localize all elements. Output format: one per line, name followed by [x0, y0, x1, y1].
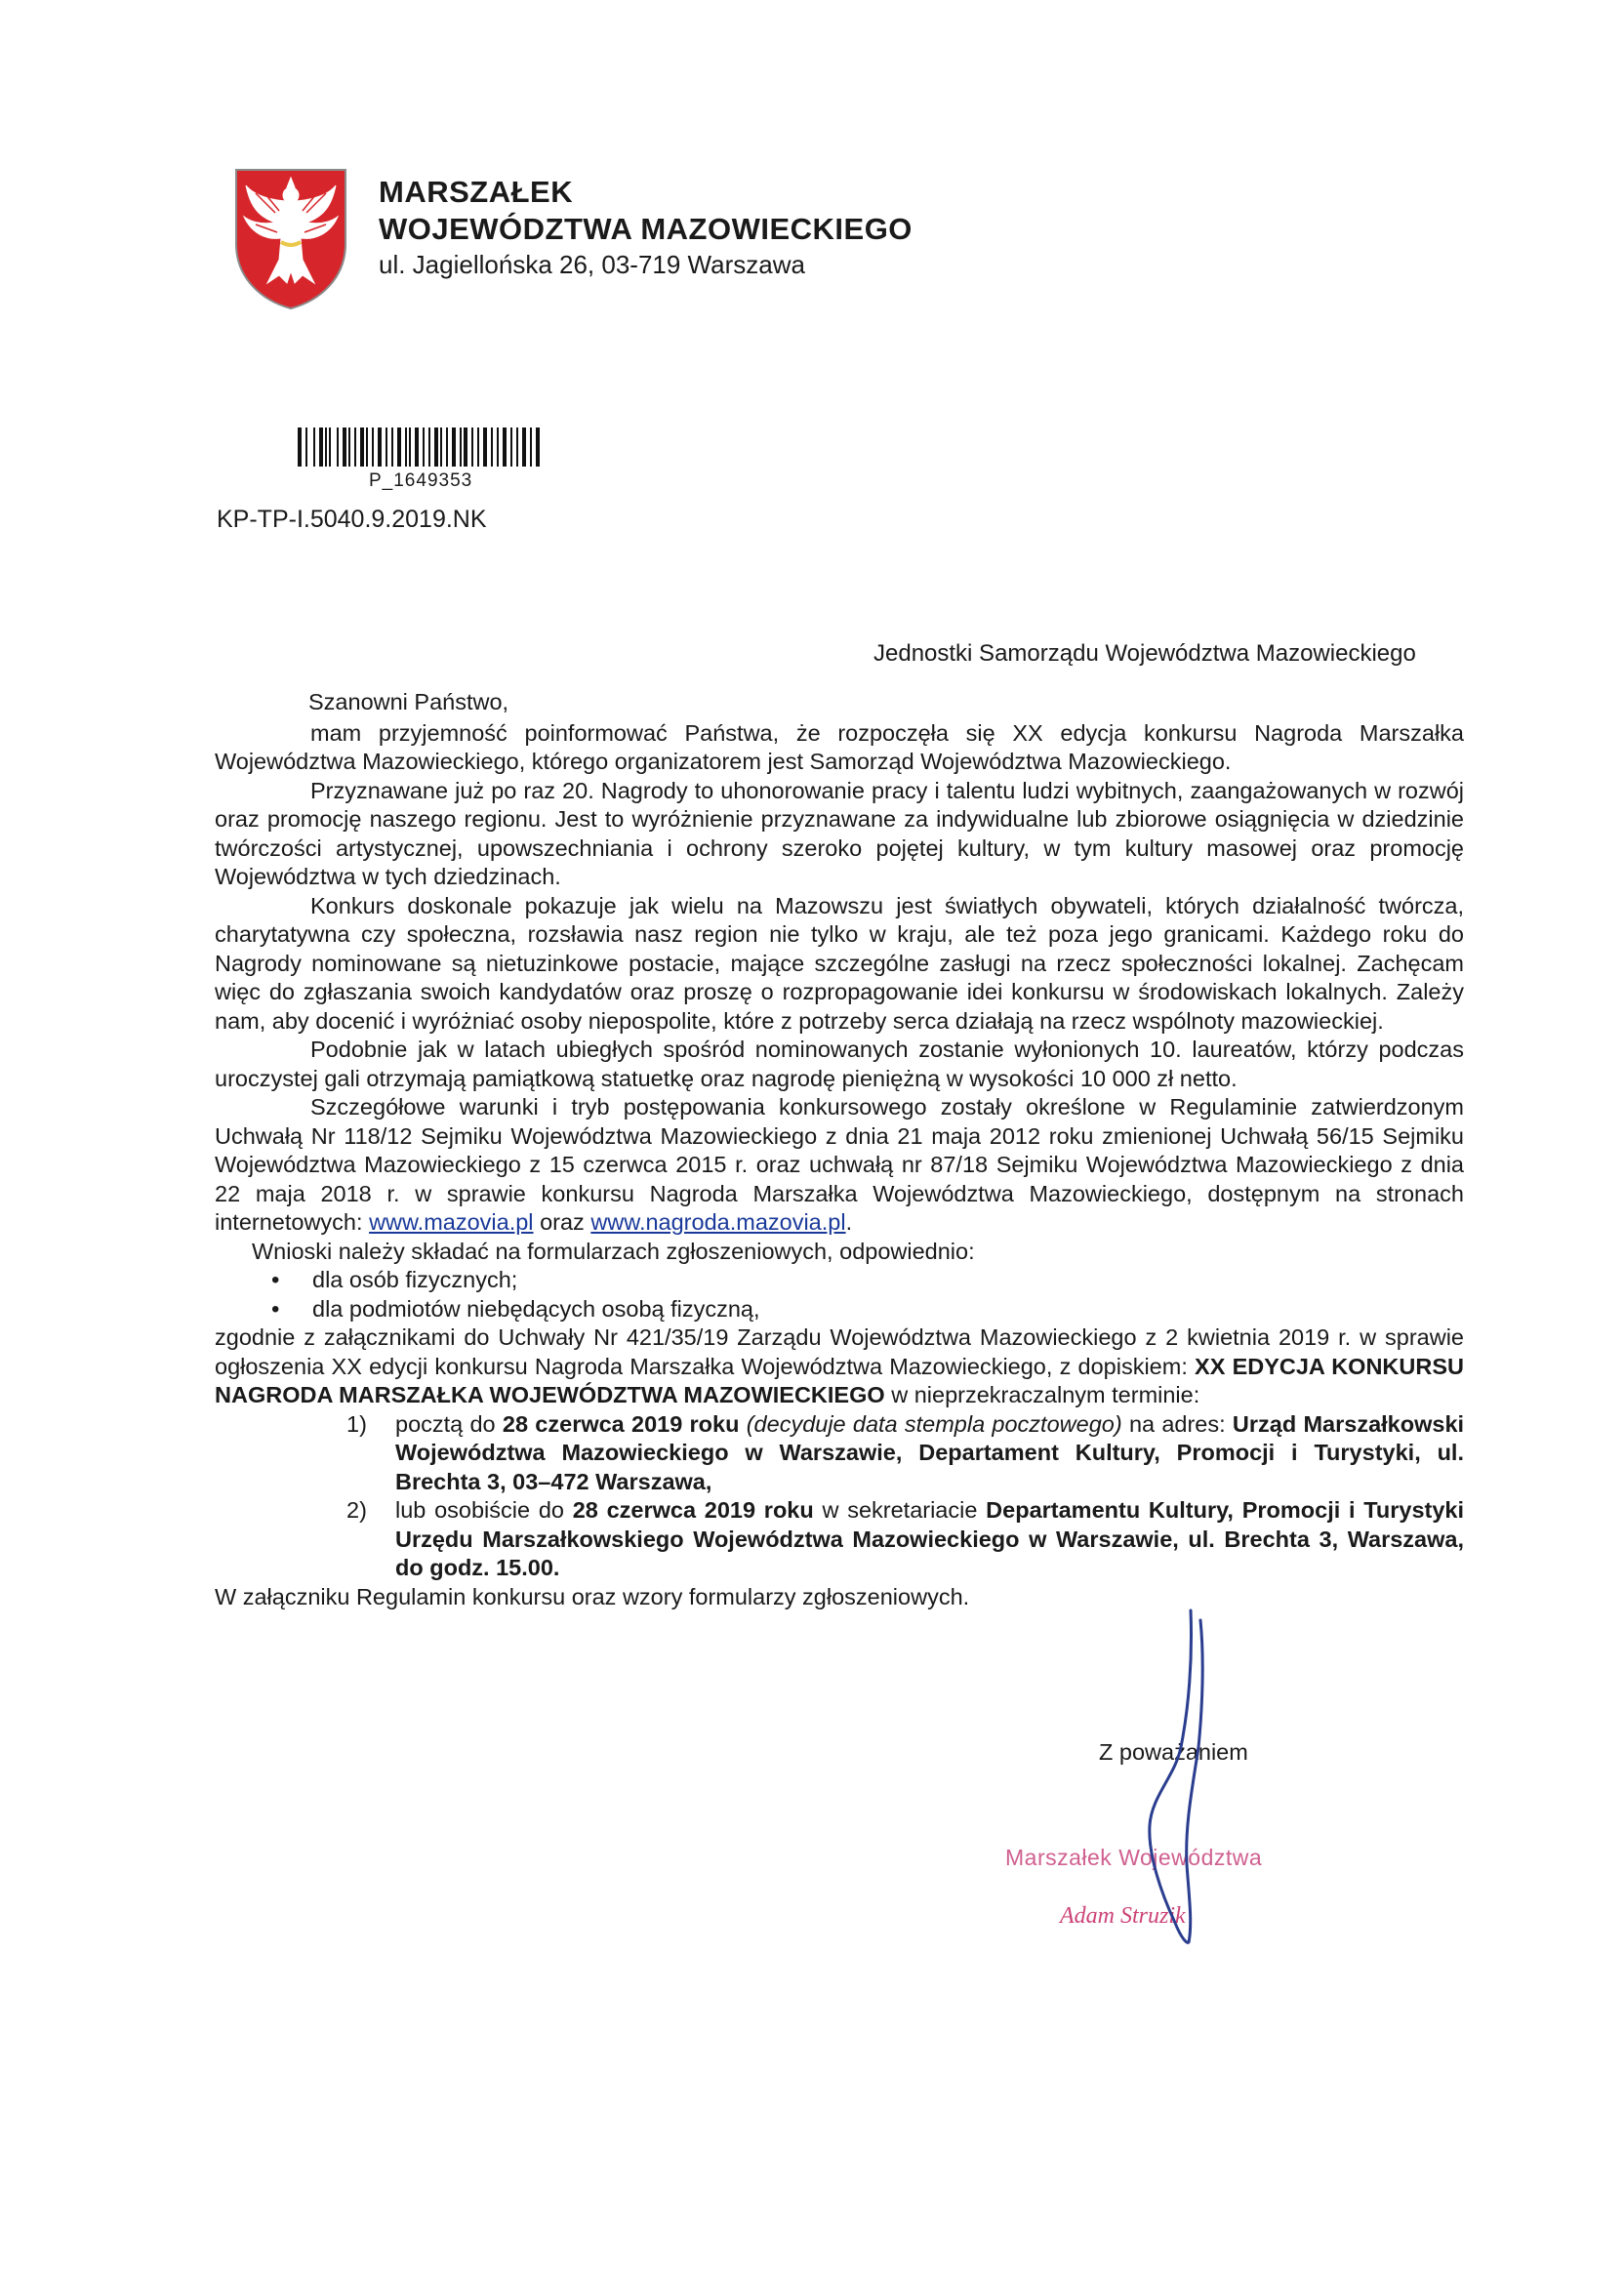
- link-mazovia[interactable]: www.mazovia.pl: [369, 1209, 534, 1235]
- list-item: • dla osób fizycznych;: [252, 1266, 1464, 1295]
- signatory-name: Adam Struzik: [1060, 1903, 1186, 1929]
- link-nagroda[interactable]: www.nagroda.mazovia.pl: [590, 1209, 846, 1235]
- submission-item-2: [215, 1496, 1464, 1583]
- submission-list: [215, 1410, 1464, 1583]
- letterhead-title-line1: MARSZAŁEK: [379, 175, 574, 209]
- paragraph-7-end: w nieprzekraczalnym terminie:: [891, 1382, 1200, 1407]
- paragraph-4: Podobnie jak w latach ubiegłych spośród nominowanych zostanie wyłonionych 10. laureatów, którzy podczas uroczystej gali otrzymają pamiątkową statuetkę oraz nagrodę pieniężną w wysokości 10 000 zł netto.: [215, 1037, 1464, 1091]
- reference-number: KP-TP-I.5040.9.2019.NK: [217, 506, 487, 533]
- paragraph-7-bold: XX EDYCJA KONKURSU NAGRODA MARSZAŁKA WOJEWÓDZTWA MAZOWIECKIEGO: [215, 1353, 1464, 1407]
- item1-address: Urząd Marszałkowski Województwa Mazowieckiego w Warszawie, Departament Kultury, Promocji i Turystyki, ul. Brechta 3, 03–472 Warszawa,: [395, 1410, 1465, 1494]
- item1-d: na adres:: [1128, 1410, 1226, 1437]
- letterhead-title: [379, 174, 913, 248]
- item2-address: Departamentu Kultury, Promocji i Turystyki Urzędu Marszałkowskiego Województwa Mazowieckiego w Warszawie, ul. Brechta 3, Warszawa, do godz. 15.00.: [395, 1497, 1465, 1580]
- link-separator: oraz: [540, 1209, 585, 1235]
- paragraph-5-text: Szczegółowe warunki i tryb postępowania konkursowego zostały określone w Regulaminie zatwierdzonym Uchwałą Nr 118/12 Sejmiku Województwa Mazowieckiego z dnia 21 maja 2012 roku zmienionej Uchwałą 56/15 Sejmiku Województwa Mazowieckiego z 15 czerwca 2015 r. oraz uchwałą nr 87/18 Sejmiku Województwa Mazowieckiego z dnia 22 maja 2018 r. w sprawie konkursu Nagroda Marszałka Województwa Mazowieckiego, dostępnym na stronach internetowych:: [215, 1094, 1464, 1235]
- item2-c: w sekretariacie: [822, 1497, 978, 1523]
- link-end: .: [845, 1209, 853, 1235]
- letterhead-title-line2: WOJEWÓDZTWA MAZOWIECKIEGO: [379, 212, 913, 246]
- item1-date: 28 czerwca 2019 roku: [502, 1410, 740, 1437]
- paragraph-7-text: zgodnie z załącznikami do Uchwały Nr 421/35/19 Zarządu Województwa Mazowieckiego z 2 kwietnia 2019 r. w sprawie ogłoszenia XX edycji konkursu Nagroda Marszałka Województwa Mazowieckiego, z dopiskiem:: [215, 1324, 1464, 1379]
- item2-date: 28 czerwca 2019 roku: [572, 1497, 814, 1523]
- item-number: 1): [346, 1410, 367, 1437]
- paragraph-2: Przyznawane już po raz 20. Nagrody to uhonorowanie pracy i talentu ludzi wybitnych, zaangażowanych w rozwój oraz promocję naszego regionu. Jest to wyróżnienie przyznawane za indywidualne lub zbiorowe osiągnięcia w dziedzinie twórczości artystycznej, upowszechniania i ochrony szeroko pojętej kultury, w tym kultury masowej oraz promocję Województwa w tych dziedzinach.: [215, 777, 1464, 889]
- coat-of-arms-icon: [232, 166, 349, 312]
- addressee: Jednostki Samorządu Województwa Mazowieckiego: [873, 640, 1416, 667]
- paragraph-1: mam przyjemność poinformować Państwa, że rozpoczęła się XX edycja konkursu Nagroda Marszałka Województwa Mazowieckiego, którego organizatorem jest Samorząd Województwa Mazowieckiego.: [215, 719, 1464, 774]
- paragraph-6-text: Wnioski należy składać na formularzach zgłoszeniowych, odpowiednio:: [252, 1238, 975, 1264]
- closing: Z poważaniem: [1099, 1739, 1248, 1765]
- paragraph-6: [215, 1238, 1464, 1267]
- submission-item-1: [215, 1410, 1464, 1497]
- item1-note: (decyduje data stempla pocztowego): [746, 1410, 1122, 1437]
- letterhead-address: ul. Jagiellońska 26, 03-719 Warszawa: [379, 250, 805, 279]
- handwritten-signature: [1132, 1601, 1220, 1952]
- paragraph-7: [215, 1323, 1464, 1410]
- signatory-title: Marszałek Województwa: [1005, 1845, 1263, 1870]
- form-list: [215, 1266, 1464, 1323]
- item2-a: lub osobiście do: [395, 1497, 564, 1523]
- paragraph-3: Konkurs doskonale pokazuje jak wielu na Mazowszu jest światłych obywateli, których działalność twórcza, charytatywna czy społeczna, rozsławia nasz region nie tylko w kraju, ale też poza jego granicami. Każdego roku do Nagrody nominowane są nietuzinkowe postacie, mające szczególne zasługi na rzecz społeczności lokalnej. Zachęcam więc do zgłaszania swoich kandydatów oraz proszę o rozpropagowanie idei konkursu w środowiskach lokalnych. Zależy nam, aby docenić i wyróżniać osoby niepospolite, które z potrzeby serca działają na rzecz wspólnoty mazowieckiej.: [215, 892, 1464, 1034]
- letter-body: [215, 688, 1464, 1611]
- item1-a: pocztą do: [395, 1410, 496, 1437]
- item-number: 2): [346, 1497, 367, 1523]
- greeting: Szanowni Państwo,: [308, 689, 509, 714]
- barcode-icon: [298, 428, 542, 467]
- paragraph-5: [215, 1093, 1464, 1238]
- list-item: • dla podmiotów niebędących osobą fizyczną,: [252, 1295, 1464, 1324]
- attachment-note: W załączniku Regulamin konkursu oraz wzory formularzy zgłoszeniowych.: [215, 1583, 970, 1609]
- barcode-number: P_1649353: [369, 470, 473, 491]
